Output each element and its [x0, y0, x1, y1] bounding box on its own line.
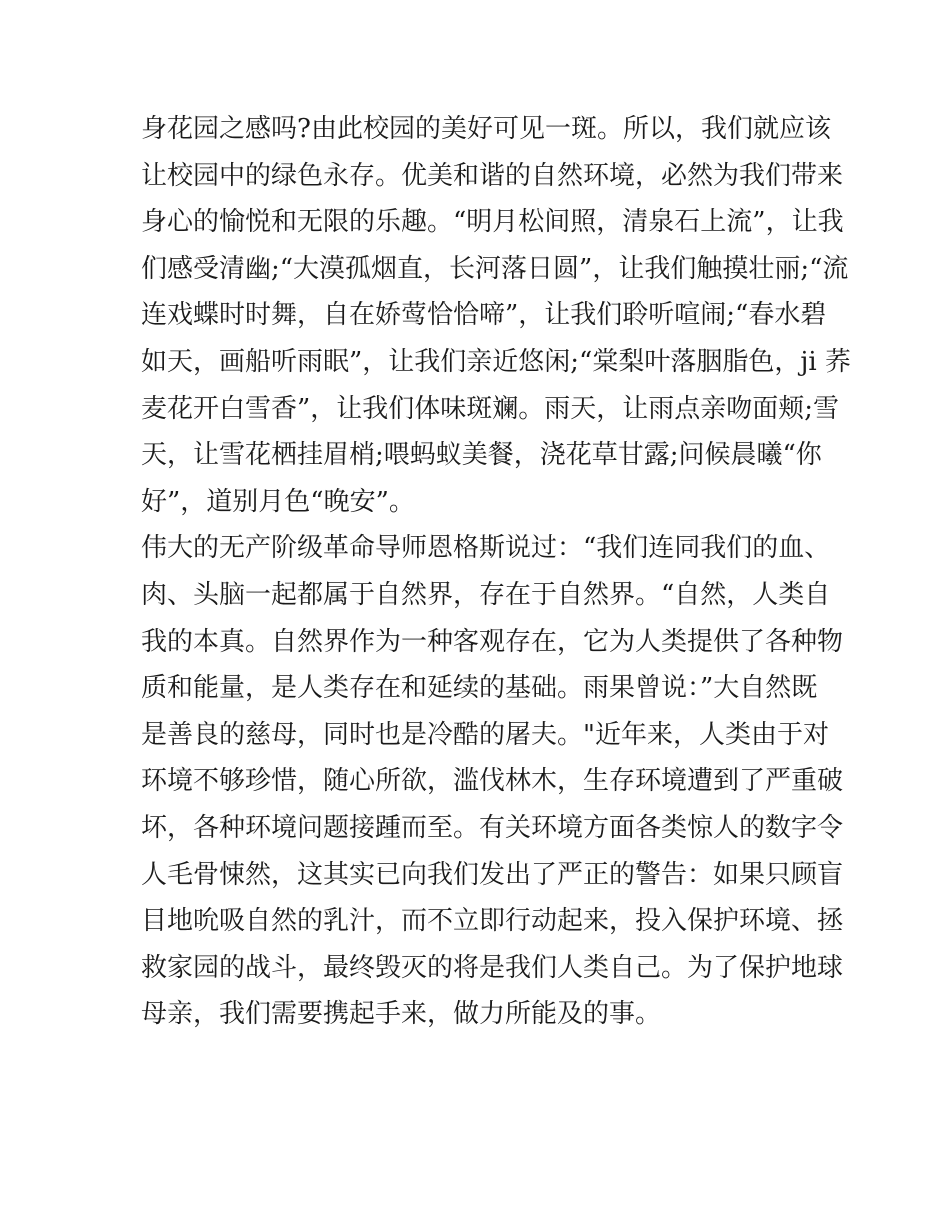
text-line: 麦花开白雪香”，让我们体味斑斓。雨天，让雨点亲吻面颊;雪 — [141, 393, 840, 424]
text-line: 让校园中的绿色永存。优美和谐的自然环境，必然为我们带来 — [141, 160, 844, 191]
text-line: 如天，画船听雨眠”，让我们亲近悠闲;“棠梨叶落胭脂色，ji 荞 — [141, 346, 851, 377]
text-line: 质和能量，是人类存在和延续的基础。雨果曾说：”大自然既 — [141, 673, 818, 704]
text-line: 伟大的无产阶级革命导师恩格斯说过：“我们连同我们的血、 — [141, 533, 831, 564]
text-line: 身心的愉悦和无限的乐趣。“明月松间照，清泉石上流”，让我 — [141, 207, 844, 238]
text-line: 肉、头脑一起都属于自然界，存在于自然界。“自然，人类自 — [141, 579, 831, 610]
body-text — [141, 106, 851, 1038]
text-line: 目地吮吸自然的乳汁，而不立即行动起来，投入保护环境、拯 — [141, 906, 844, 937]
text-line: 坏，各种环境问题接踵而至。有关环境方面各类惊人的数字令 — [141, 812, 844, 843]
text-line: 连戏蝶时时舞，自在娇莺恰恰啼”，让我们聆听喧闹;“春水碧 — [141, 300, 827, 331]
text-line: 是善良的慈母，同时也是冷酷的屠夫。"近年来，人类由于对 — [141, 719, 829, 750]
text-line: 天，让雪花栖挂眉梢;喂蚂蚁美餐，浇花草甘露;问候晨曦“你 — [141, 440, 822, 471]
text-line: 环境不够珍惜，随心所欲，滥伐林木，生存环境遭到了严重破 — [141, 766, 844, 797]
text-line: 身花园之感吗?由此校园的美好可见一斑。所以，我们就应该 — [141, 114, 831, 144]
text-line: 母亲，我们需要携起手来，做力所能及的事。 — [141, 999, 662, 1030]
text-line: 我的本真。自然界作为一种客观存在，它为人类提供了各种物 — [141, 626, 844, 657]
text-line: 们感受清幽;“大漠孤烟直，长河落日圆”，让我们触摸壮丽;“流 — [141, 253, 849, 284]
text-line: 救家园的战斗，最终毁灭的将是我们人类自己。为了保护地球 — [141, 952, 844, 983]
text-line: 人毛骨悚然，这其实已向我们发出了严正的警告：如果只顾盲 — [141, 859, 844, 890]
text-line: 好”，道别月色“晚安”。 — [141, 486, 415, 517]
